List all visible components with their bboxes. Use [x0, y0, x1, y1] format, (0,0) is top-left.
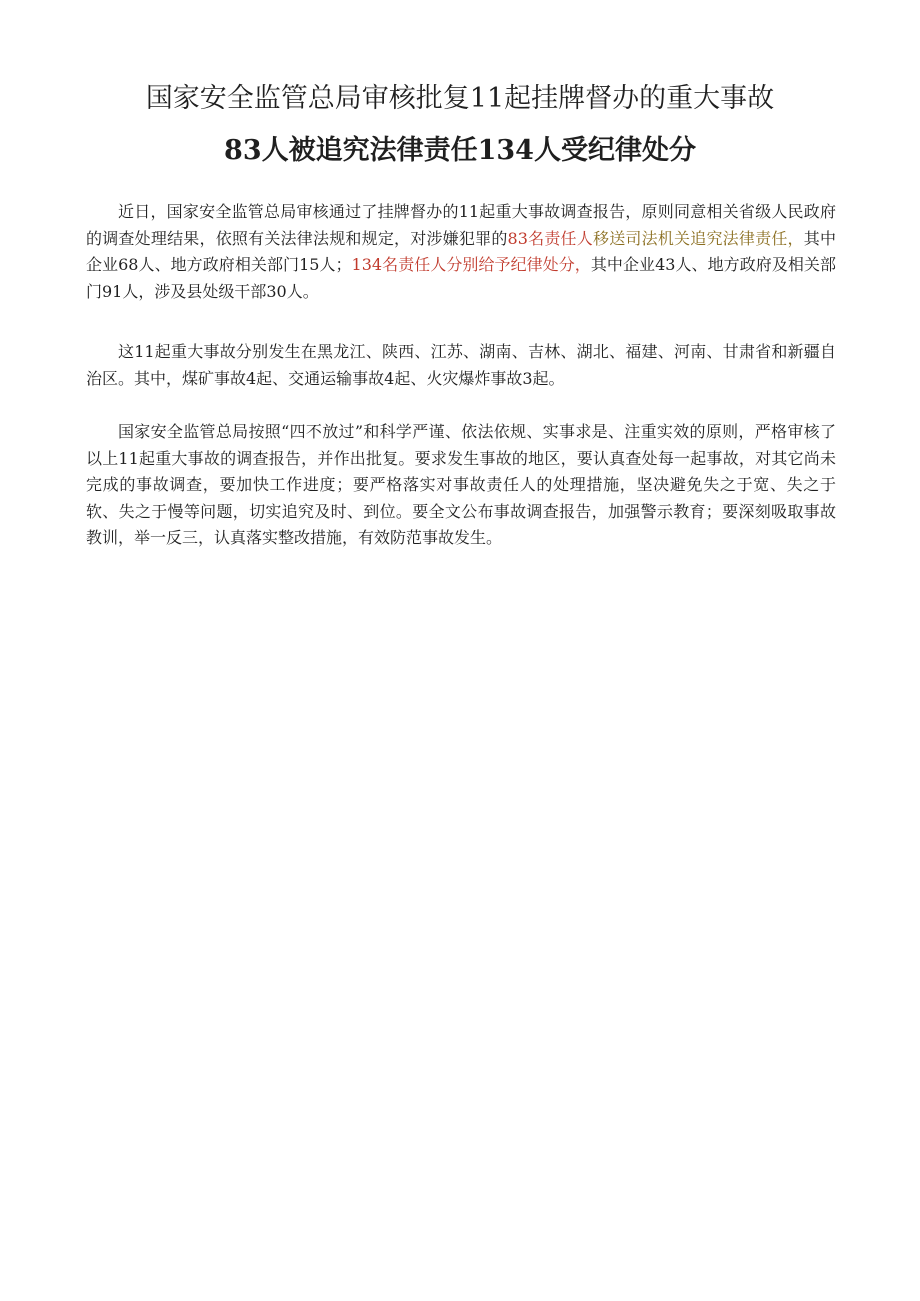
- highlight-judicial-transfer: 移送司法机关追究法律责任，: [592, 228, 804, 248]
- title-line-1: 国家安全监管总局审核批复11起挂牌督办的重大事故: [145, 83, 775, 114]
- paragraph-1-text-b: 其中企业68人、地方政府相关部门15人；: [86, 228, 836, 274]
- highlight-83-responsible: 83名责任人: [507, 228, 593, 248]
- paragraph-1-text-a: 近日，国家安全监管总局审核通过了挂牌督办的11起重大事故调查报告，原则同意相关省级人民政府的调查处理结果，依照有关法律法规和规定，对涉嫌犯罪的: [86, 202, 836, 248]
- paragraph-2: 这11起重大事故分别发生在黑龙江、陕西、江苏、湖南、吉林、湖北、福建、河南、甘肃省和新疆自治区。其中，煤矿事故4起、交通运输事故4起、火灾爆炸事故3起。: [86, 342, 836, 388]
- title-line-2: 83人被追究法律责任134人受纪律处分: [224, 135, 696, 166]
- paragraph-1-text-c: 其中企业43人、地方政府及相关部门91人，涉及县处级干部30人。: [86, 255, 836, 301]
- paragraph-3: 国家安全监管总局按照“四不放过”和科学严谨、依法依规、实事求是、注重实效的原则，严格审核了以上11起重大事故的调查报告，并作出批复。要求发生事故的地区，要认真查处每一起事故，对其它尚未完成的事故调查，要加快工作进度；要严格落实对事故责任人的处理措施，坚决避免失之于宽、失之于软、失之于慢等问题，切实追究及时、到位。要全文公布事故调查报告，加强警示教育；要深刻吸取事故教训，举一反三，认真落实整改措施，有效防范事故发生。: [86, 422, 836, 547]
- highlight-134-disciplined: 134名责任人分别给予纪律处分，: [351, 255, 591, 274]
- paragraph-1: [86, 199, 836, 305]
